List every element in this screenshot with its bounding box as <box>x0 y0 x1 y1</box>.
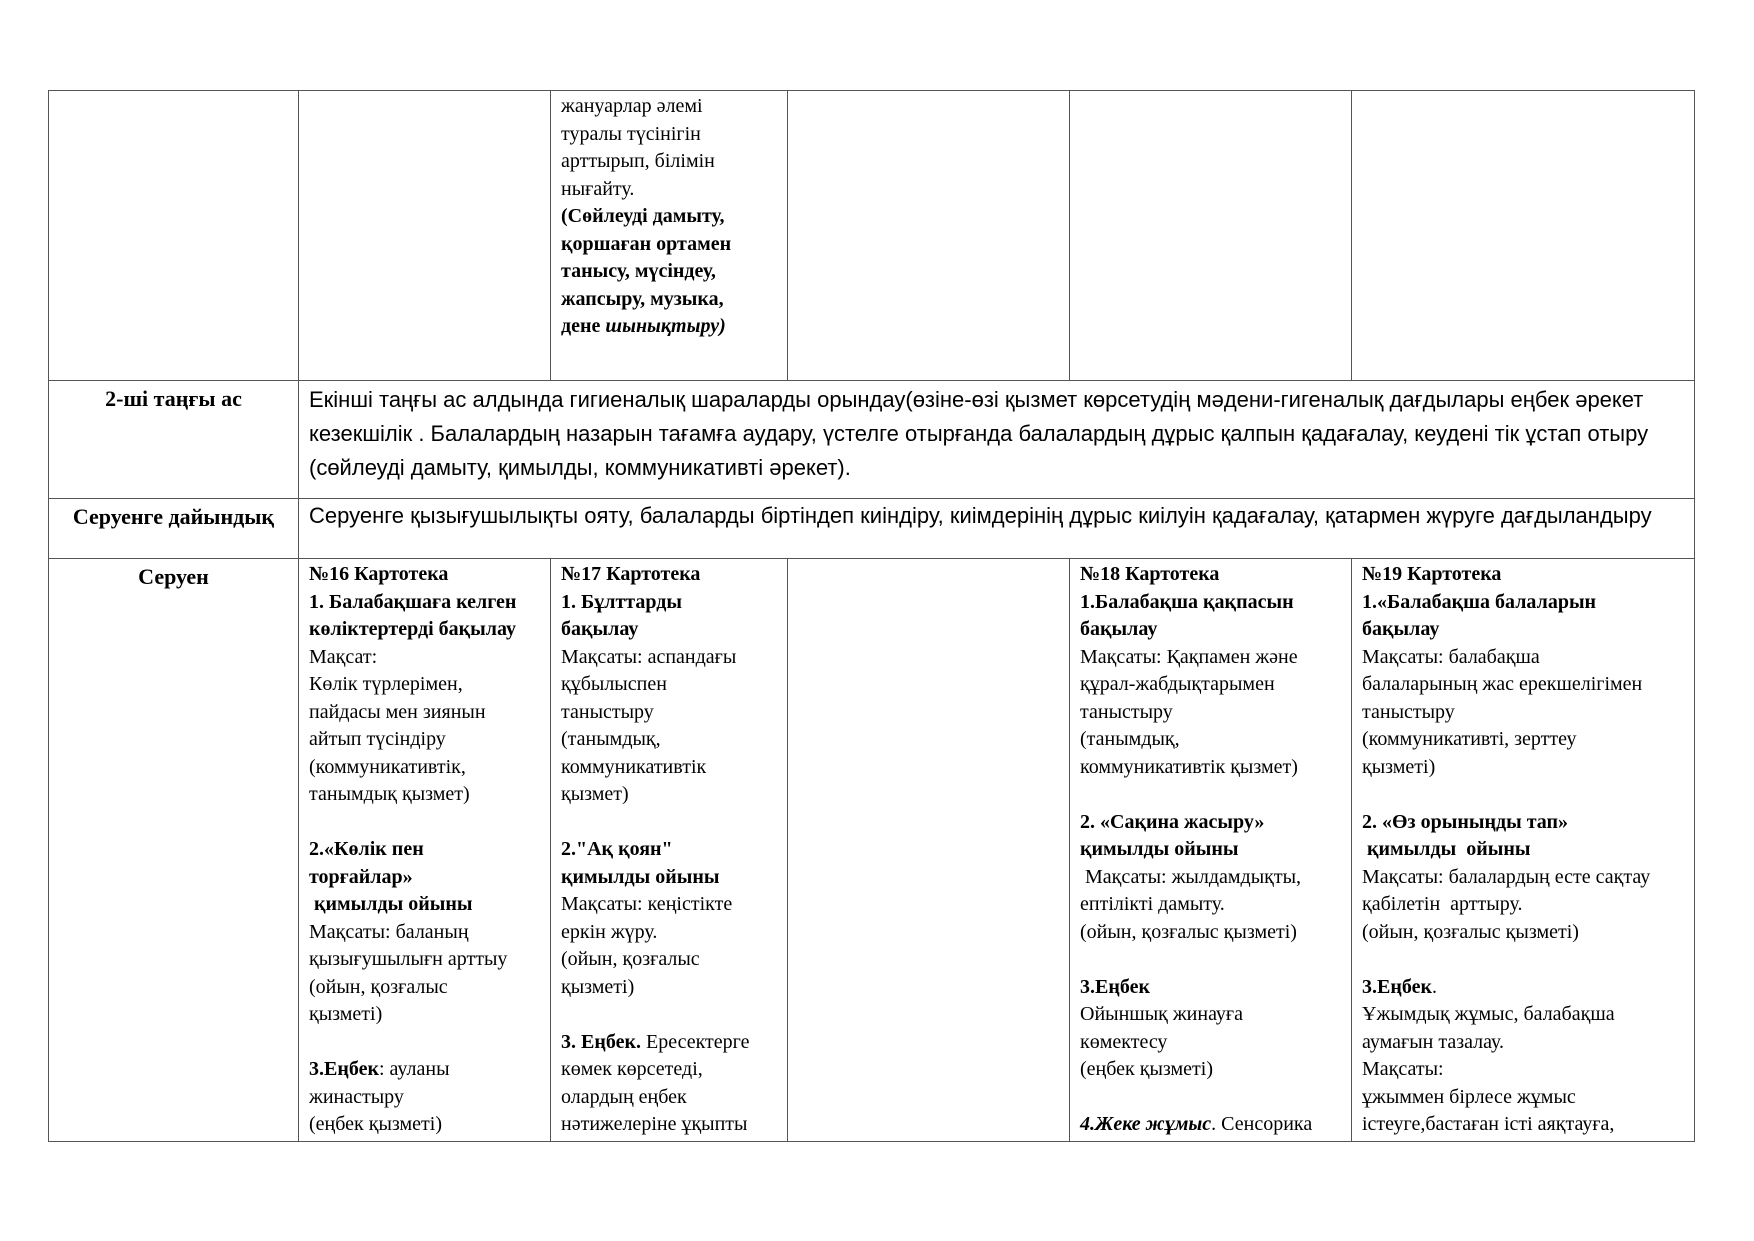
activity-goal-cell <box>551 91 788 381</box>
daily-plan-table <box>48 90 1695 1142</box>
text-line: қызығушылығн арттыу <box>309 948 508 970</box>
text-line: жапсыру, музыка, <box>561 287 724 310</box>
text-line: істеуге,бастаған істі аяқтауға, <box>1362 1113 1615 1135</box>
spacer <box>309 1029 540 1057</box>
text-line: Көлік түрлерімен, <box>309 673 463 695</box>
text-line: таныстыру <box>561 700 654 723</box>
work-heading <box>561 1029 777 1057</box>
text-line: балаларының жас ерекшелігімен <box>1362 673 1643 695</box>
text-line: (коммуникативті, зерттеу <box>1362 728 1577 750</box>
work-heading <box>1362 974 1684 1002</box>
text-line: Мақсаты: Қақпамен және <box>1080 645 1298 668</box>
text-line: танысу, мүсіндеу, <box>561 260 716 282</box>
empty-cell <box>788 559 1070 1142</box>
work-heading <box>309 1056 540 1084</box>
text-regular: . Сенсорика <box>1211 1113 1313 1135</box>
text-line: (ойын, қозғалыс қызметі) <box>1080 920 1297 943</box>
text-regular: Ересектерге <box>641 1030 750 1053</box>
text-line: нәтижелеріне ұқыпты <box>561 1113 748 1135</box>
observation-title: бақылау <box>1080 618 1158 640</box>
row-label: 2-ші таңғы ас <box>49 381 299 499</box>
game-title: қимылды ойыны <box>561 865 720 888</box>
text-line: (танымдық, <box>1080 728 1180 750</box>
text-line: Мақсаты: балалардың есте сақтау <box>1362 865 1651 888</box>
text-regular: . <box>1432 975 1437 998</box>
text-line: қызметі) <box>561 975 635 998</box>
card-title: №18 Картотека <box>1080 563 1220 585</box>
text-line: таныстыру <box>1362 700 1455 723</box>
game-title: 2."Ақ қоян" <box>561 838 673 860</box>
spacer <box>1362 781 1684 809</box>
empty-cell <box>299 91 551 381</box>
text-line: қоршаған ортамен <box>561 232 732 255</box>
game-title: қимылды ойыны <box>309 893 473 915</box>
observation-title: 1.«Балабақша балаларын <box>1362 590 1597 613</box>
text-line: айтып түсіндіру <box>309 728 446 750</box>
text-line: Мақсаты: балабақша <box>1362 645 1540 668</box>
text-regular: : ауланы <box>379 1058 450 1080</box>
row-label: Серуенге дайындық <box>49 499 299 559</box>
text-line: көмек көрсетеді, <box>561 1058 703 1080</box>
text-line: құрал-жабдықтарымен <box>1080 673 1275 695</box>
empty-cell <box>49 91 299 381</box>
observation-title: 1. Балабақшаға келген <box>309 590 517 613</box>
text-line: арттырып, білімін <box>561 150 715 172</box>
text-line: (ойын, қозғалыс қызметі) <box>1362 920 1579 943</box>
table-row-continuation <box>49 91 1695 381</box>
game-title: қимылды ойыны <box>1080 838 1239 860</box>
text-line: қызметі) <box>1362 755 1436 778</box>
game-title: қимылды ойыны <box>1362 838 1531 860</box>
text-bold: дене <box>561 315 606 337</box>
text-line: (коммуникативтік, <box>309 755 466 778</box>
row-label: Серуен <box>49 559 299 1142</box>
text-line: қызметі) <box>309 1003 383 1025</box>
empty-cell <box>788 91 1070 381</box>
text-bold-italic: шынықтыру) <box>605 315 726 337</box>
observation-title: бақылау <box>561 618 639 640</box>
text-line: ептілікті дамыту. <box>1080 893 1225 915</box>
game-title: 2. «Өз орыныңды тап» <box>1362 810 1569 833</box>
text-line: Мақсаты: кеңістікте <box>561 893 733 915</box>
text-line: (ойын, қозғалыс <box>561 948 700 970</box>
card-title: №19 Картотека <box>1362 563 1502 585</box>
text-line: қабілетін арттыру. <box>1362 893 1523 915</box>
text-line: танымдық қызмет) <box>309 783 470 805</box>
text-line: ұжыммен бірлесе жұмыс <box>1362 1085 1576 1108</box>
text-line: жинастыру <box>309 1085 404 1108</box>
text-bold: 3.Еңбек <box>309 1058 379 1080</box>
text-line: көмектесу <box>1080 1030 1168 1053</box>
card-title: №16 Картотека <box>309 563 449 585</box>
text-line: Ойыншық жинауға <box>1080 1003 1244 1025</box>
spacer <box>561 809 777 837</box>
text-line: олардың еңбек <box>561 1085 687 1108</box>
row-description: Екінші таңғы ас алдында гигиеналық шараларды орындау(өзіне-өзі қызмет көрсетудің мәдени-гигеналық дағдылары еңбек әрекет кезекшілік . Балалардың назарын тағамға аудару, үстелге отырғанда балалардың дұрыс қалпын қадағалау, кеудені тік ұстап отыру (сөйлеуді дамыту, қимылды, коммуникативті әрекет). <box>299 381 1695 499</box>
text-line: (Сөйлеуді дамыту, <box>561 205 725 227</box>
walk-card-19 <box>1352 559 1695 1142</box>
walk-card-16 <box>299 559 551 1142</box>
individual-work-heading <box>1080 1111 1341 1139</box>
table-row-walk <box>49 559 1695 1142</box>
text-line: аумағын тазалау. <box>1362 1030 1504 1053</box>
text-line: Мақсаты: жылдамдықты, <box>1080 865 1302 888</box>
empty-cell <box>1070 91 1352 381</box>
text-line: Ұжымдық жұмыс, балабақша <box>1362 1003 1615 1025</box>
text-line: Мақсаты: аспандағы <box>561 645 737 668</box>
text-line: (еңбек қызметі) <box>1080 1058 1214 1080</box>
text-line: (еңбек қызметі) <box>309 1113 443 1135</box>
text-bold: 3.Еңбек <box>1362 975 1432 998</box>
spacer <box>1080 946 1341 974</box>
text-bold: 3. Еңбек. <box>561 1030 641 1053</box>
text-line: (ойын, қозғалыс <box>309 975 448 998</box>
text-line: нығайту. <box>561 177 635 200</box>
spacer <box>561 1001 777 1029</box>
text-line: құбылыспен <box>561 673 667 695</box>
text-line: таныстыру <box>1080 700 1173 723</box>
row-description: Серуенге қызығушылықты ояту, балаларды біртіндеп киіндіру, киімдерінің дұрыс киілуін қадағалау, қатармен жүруге дағдыландыру <box>299 499 1695 559</box>
spacer <box>1080 1084 1341 1112</box>
observation-title: 1. Бұлттарды <box>561 590 682 613</box>
table-row-walk-prep <box>49 499 1695 559</box>
walk-card-18 <box>1070 559 1352 1142</box>
text-line: (танымдық, <box>561 728 661 750</box>
empty-cell <box>1352 91 1695 381</box>
text-line: жануарлар әлемі <box>561 95 703 117</box>
spacer <box>1080 781 1341 809</box>
text-line: коммуникативтік қызмет) <box>1080 755 1298 778</box>
text-line: Мақсат: <box>309 645 378 668</box>
observation-title: бақылау <box>1362 618 1440 640</box>
text-line: Мақсаты: баланың <box>309 920 469 943</box>
text-line: туралы түсінігін <box>561 122 701 145</box>
spacer <box>1362 946 1684 974</box>
game-title: 2. «Сақина жасыру» <box>1080 810 1265 833</box>
text-line: коммуникативтік <box>561 755 707 778</box>
observation-title: көліктертерді бақылау <box>309 618 516 640</box>
table-row-second-breakfast <box>49 381 1695 499</box>
work-heading: 3.Еңбек <box>1080 975 1150 998</box>
walk-card-17 <box>551 559 788 1142</box>
text-line: еркін жүру. <box>561 920 658 943</box>
text-line <box>561 313 777 341</box>
game-title: 2.«Көлік пен <box>309 838 424 860</box>
text-line: Мақсаты: <box>1362 1058 1444 1080</box>
card-title: №17 Картотека <box>561 563 701 585</box>
text-line: қызмет) <box>561 783 629 805</box>
text-line: пайдасы мен зиянын <box>309 700 486 723</box>
spacer <box>309 809 540 837</box>
game-title: торғайлар» <box>309 865 413 888</box>
observation-title: 1.Балабақша қақпасын <box>1080 590 1294 613</box>
text-bold-italic: 4.Жеке жұмыс <box>1080 1113 1212 1135</box>
